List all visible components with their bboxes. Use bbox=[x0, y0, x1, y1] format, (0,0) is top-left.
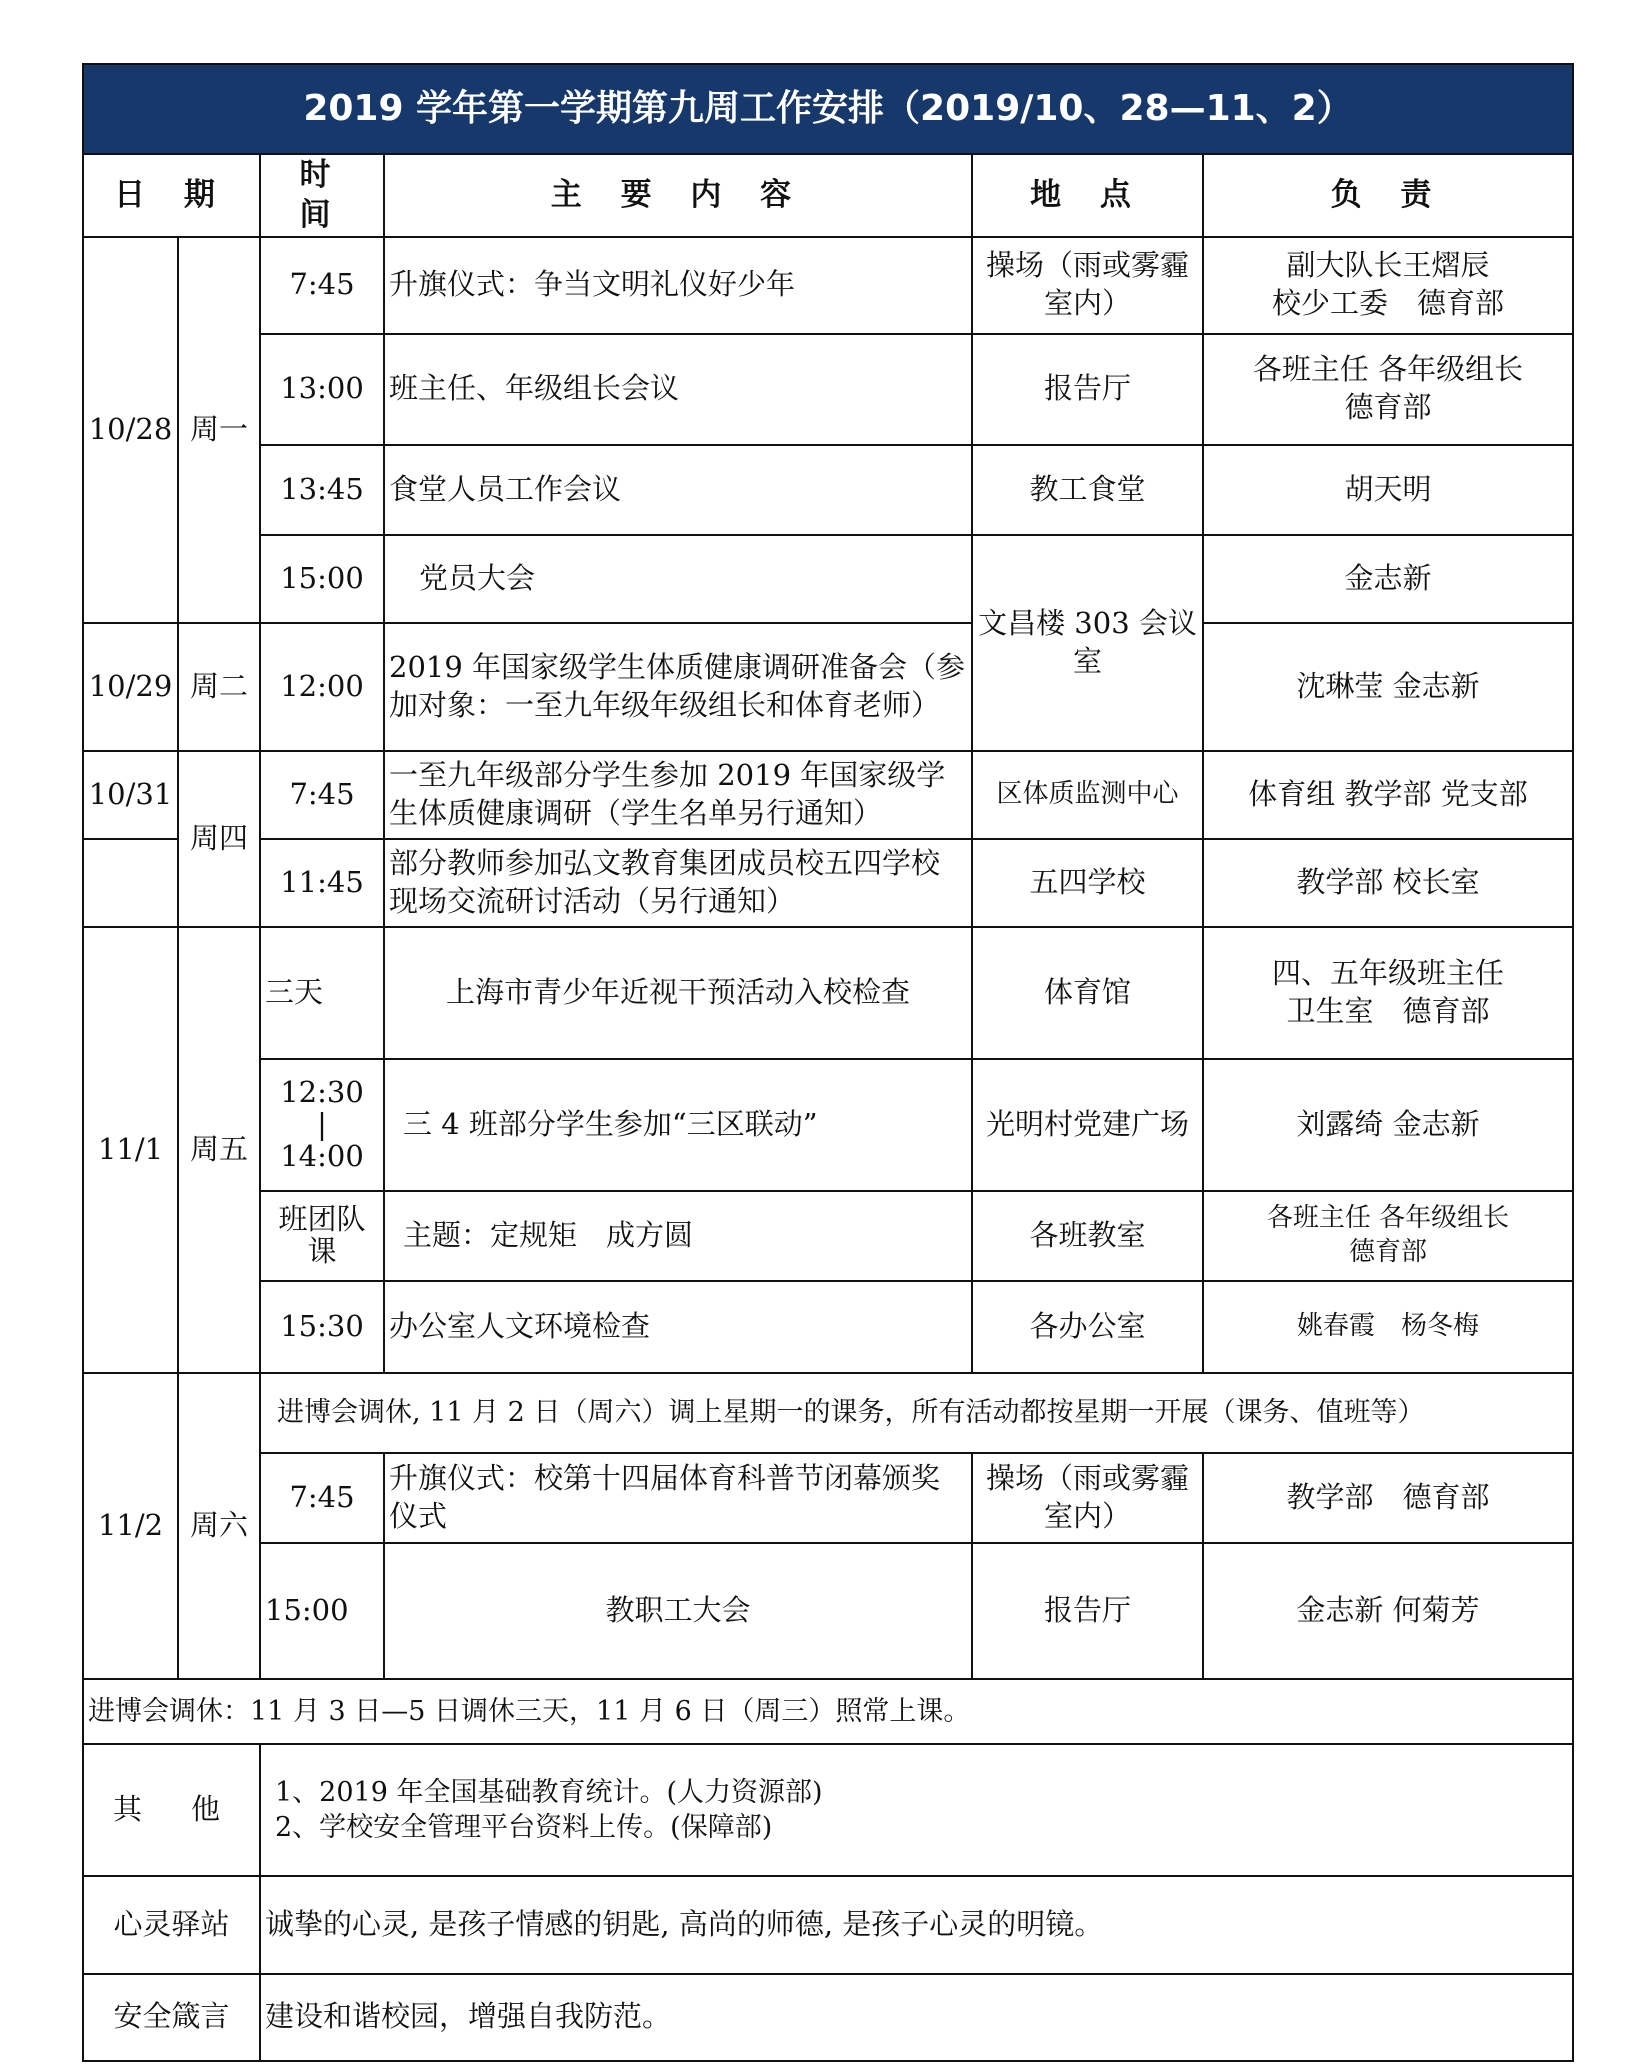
owner-line: 卫生室 德育部 bbox=[1286, 993, 1490, 1028]
place-cell: 文昌楼 303 会议室 bbox=[972, 535, 1203, 751]
holiday-row bbox=[83, 1679, 1573, 1744]
owner-cell: 体育组 教学部 党支部 bbox=[1203, 751, 1573, 839]
owner-cell: 教学部 校长室 bbox=[1203, 839, 1573, 927]
weekday-cell: 周六 bbox=[178, 1373, 260, 1679]
content-cell: 党员大会 bbox=[384, 535, 972, 623]
safety-text: 建设和谐校园，增强自我防范。 bbox=[260, 1974, 1573, 2061]
table-row bbox=[83, 1281, 1573, 1373]
time-cell: 15:30 bbox=[260, 1281, 384, 1373]
date-cell: 11/2 bbox=[83, 1373, 178, 1679]
content-cell: 上海市青少年近视干预活动入校检查 bbox=[384, 927, 972, 1059]
content-cell: 2019 年国家级学生体质健康调研准备会（参加对象：一至九年级年级组长和体育老师） bbox=[384, 623, 972, 751]
weekday-cell: 周四 bbox=[178, 751, 260, 927]
time-cell: 7:45 bbox=[260, 751, 384, 839]
time-cell: 12:00 bbox=[260, 623, 384, 751]
place-cell: 体育馆 bbox=[972, 927, 1203, 1059]
content-cell: 部分教师参加弘文教育集团成员校五四学校现场交流研讨活动（另行通知） bbox=[384, 839, 972, 927]
date-cell: 10/28 bbox=[83, 237, 178, 623]
owner-cell: 教学部 德育部 bbox=[1203, 1453, 1573, 1543]
content-cell: 食堂人员工作会议 bbox=[384, 445, 972, 535]
schedule-sheet bbox=[82, 63, 1572, 2062]
header-owner: 负 责 bbox=[1203, 154, 1573, 237]
weekday-cell: 周一 bbox=[178, 237, 260, 623]
date-cell: 11/1 bbox=[83, 927, 178, 1373]
time-cell bbox=[260, 1059, 384, 1191]
date-cell: 10/31 bbox=[83, 751, 178, 839]
place-cell: 光明村党建广场 bbox=[972, 1059, 1203, 1191]
owner-line: 各班主任 各年级组长 bbox=[1252, 352, 1524, 387]
saturday-notice: 进博会调休, 11 月 2 日（周六）调上星期一的课务，所有活动都按星期一开展（课务、值班等） bbox=[260, 1373, 1573, 1453]
weekday-cell: 周五 bbox=[178, 927, 260, 1373]
weekday-cell: 周二 bbox=[178, 623, 260, 751]
owner-cell bbox=[1203, 334, 1573, 445]
table-row bbox=[83, 334, 1573, 445]
place-cell: 报告厅 bbox=[972, 1543, 1203, 1679]
time-cell: 13:45 bbox=[260, 445, 384, 535]
table-row bbox=[83, 445, 1573, 535]
soul-label: 心灵驿站 bbox=[83, 1876, 260, 1974]
table-row bbox=[83, 1543, 1573, 1679]
place-cell: 区体质监测中心 bbox=[972, 751, 1203, 839]
content-cell: 升旗仪式：争当文明礼仪好少年 bbox=[384, 237, 972, 334]
owner-cell bbox=[1203, 1191, 1573, 1281]
content-cell: 班主任、年级组长会议 bbox=[384, 334, 972, 445]
time-cell: 班团队课 bbox=[260, 1191, 384, 1281]
header-time: 时 间 bbox=[260, 154, 384, 237]
content-cell: 一至九年级部分学生参加 2019 年国家级学生体质健康调研（学生名单另行通知） bbox=[384, 751, 972, 839]
soul-row bbox=[83, 1876, 1573, 1974]
table-row bbox=[83, 1059, 1573, 1191]
time-line: | bbox=[317, 1106, 327, 1141]
owner-cell: 刘露绮 金志新 bbox=[1203, 1059, 1573, 1191]
place-cell: 各办公室 bbox=[972, 1281, 1203, 1373]
other-label: 其 他 bbox=[83, 1744, 260, 1876]
owner-line: 副大队长王熠辰 bbox=[1286, 248, 1490, 283]
schedule-table bbox=[82, 63, 1574, 2062]
table-row bbox=[83, 535, 1573, 623]
place-cell: 报告厅 bbox=[972, 334, 1203, 445]
owner-cell: 姚春霞 杨冬梅 bbox=[1203, 1281, 1573, 1373]
place-cell: 操场（雨或雾霾室内） bbox=[972, 237, 1203, 334]
owner-cell: 胡天明 bbox=[1203, 445, 1573, 535]
owner-line: 德育部 bbox=[1344, 390, 1432, 425]
table-row bbox=[83, 1373, 1573, 1453]
content-cell: 主题：定规矩 成方圆 bbox=[384, 1191, 972, 1281]
header-place: 地 点 bbox=[972, 154, 1203, 237]
table-row bbox=[83, 839, 1573, 927]
other-item: 2、学校安全管理平台资料上传。(保障部) bbox=[275, 1811, 773, 1843]
place-cell: 操场（雨或雾霾室内） bbox=[972, 1453, 1203, 1543]
place-cell: 五四学校 bbox=[972, 839, 1203, 927]
other-row bbox=[83, 1744, 1573, 1876]
time-cell: 15:00 bbox=[260, 535, 384, 623]
table-row bbox=[83, 751, 1573, 839]
page-title: 2019 学年第一学期第九周工作安排（2019/10、28—11、2） bbox=[83, 64, 1573, 154]
table-row bbox=[83, 1453, 1573, 1543]
time-line: 12:30 bbox=[280, 1074, 364, 1109]
table-row bbox=[83, 237, 1573, 334]
content-cell: 升旗仪式：校第十四届体育科普节闭幕颁奖仪式 bbox=[384, 1453, 972, 1543]
time-cell: 三天 bbox=[260, 927, 384, 1059]
place-cell: 教工食堂 bbox=[972, 445, 1203, 535]
content-cell: 教职工大会 bbox=[384, 1543, 972, 1679]
owner-line: 四、五年级班主任 bbox=[1272, 955, 1505, 990]
place-cell: 各班教室 bbox=[972, 1191, 1203, 1281]
time-line: 14:00 bbox=[280, 1138, 364, 1173]
owner-cell bbox=[1203, 927, 1573, 1059]
owner-cell: 沈琳莹 金志新 bbox=[1203, 623, 1573, 751]
owner-line: 各班主任 各年级组长 bbox=[1266, 1202, 1510, 1233]
owner-line: 校少工委 德育部 bbox=[1272, 286, 1505, 321]
table-row bbox=[83, 927, 1573, 1059]
safety-row bbox=[83, 1974, 1573, 2061]
time-cell: 15:00 bbox=[260, 1543, 384, 1679]
owner-cell bbox=[1203, 237, 1573, 334]
date-cell-empty bbox=[83, 839, 178, 927]
other-item: 1、2019 年全国基础教育统计。(人力资源部) bbox=[275, 1776, 823, 1808]
holiday-note: 进博会调休：11 月 3 日—5 日调休三天，11 月 6 日（周三）照常上课。 bbox=[83, 1679, 1573, 1744]
header-date: 日 期 bbox=[83, 154, 260, 237]
time-cell: 7:45 bbox=[260, 237, 384, 334]
date-cell: 10/29 bbox=[83, 623, 178, 751]
other-content bbox=[260, 1744, 1573, 1876]
table-row bbox=[83, 623, 1573, 751]
time-cell: 13:00 bbox=[260, 334, 384, 445]
content-cell: 办公室人文环境检查 bbox=[384, 1281, 972, 1373]
owner-cell: 金志新 何菊芳 bbox=[1203, 1543, 1573, 1679]
table-row bbox=[83, 1191, 1573, 1281]
owner-cell: 金志新 bbox=[1203, 535, 1573, 623]
time-cell: 7:45 bbox=[260, 1453, 384, 1543]
soul-text: 诚挚的心灵, 是孩子情感的钥匙, 高尚的师德, 是孩子心灵的明镜。 bbox=[260, 1876, 1573, 1974]
time-cell: 11:45 bbox=[260, 839, 384, 927]
header-content: 主 要 内 容 bbox=[384, 154, 972, 237]
content-cell: 三 4 班部分学生参加“三区联动” bbox=[384, 1059, 972, 1191]
owner-line: 德育部 bbox=[1349, 1236, 1428, 1267]
safety-label: 安全箴言 bbox=[83, 1974, 260, 2061]
